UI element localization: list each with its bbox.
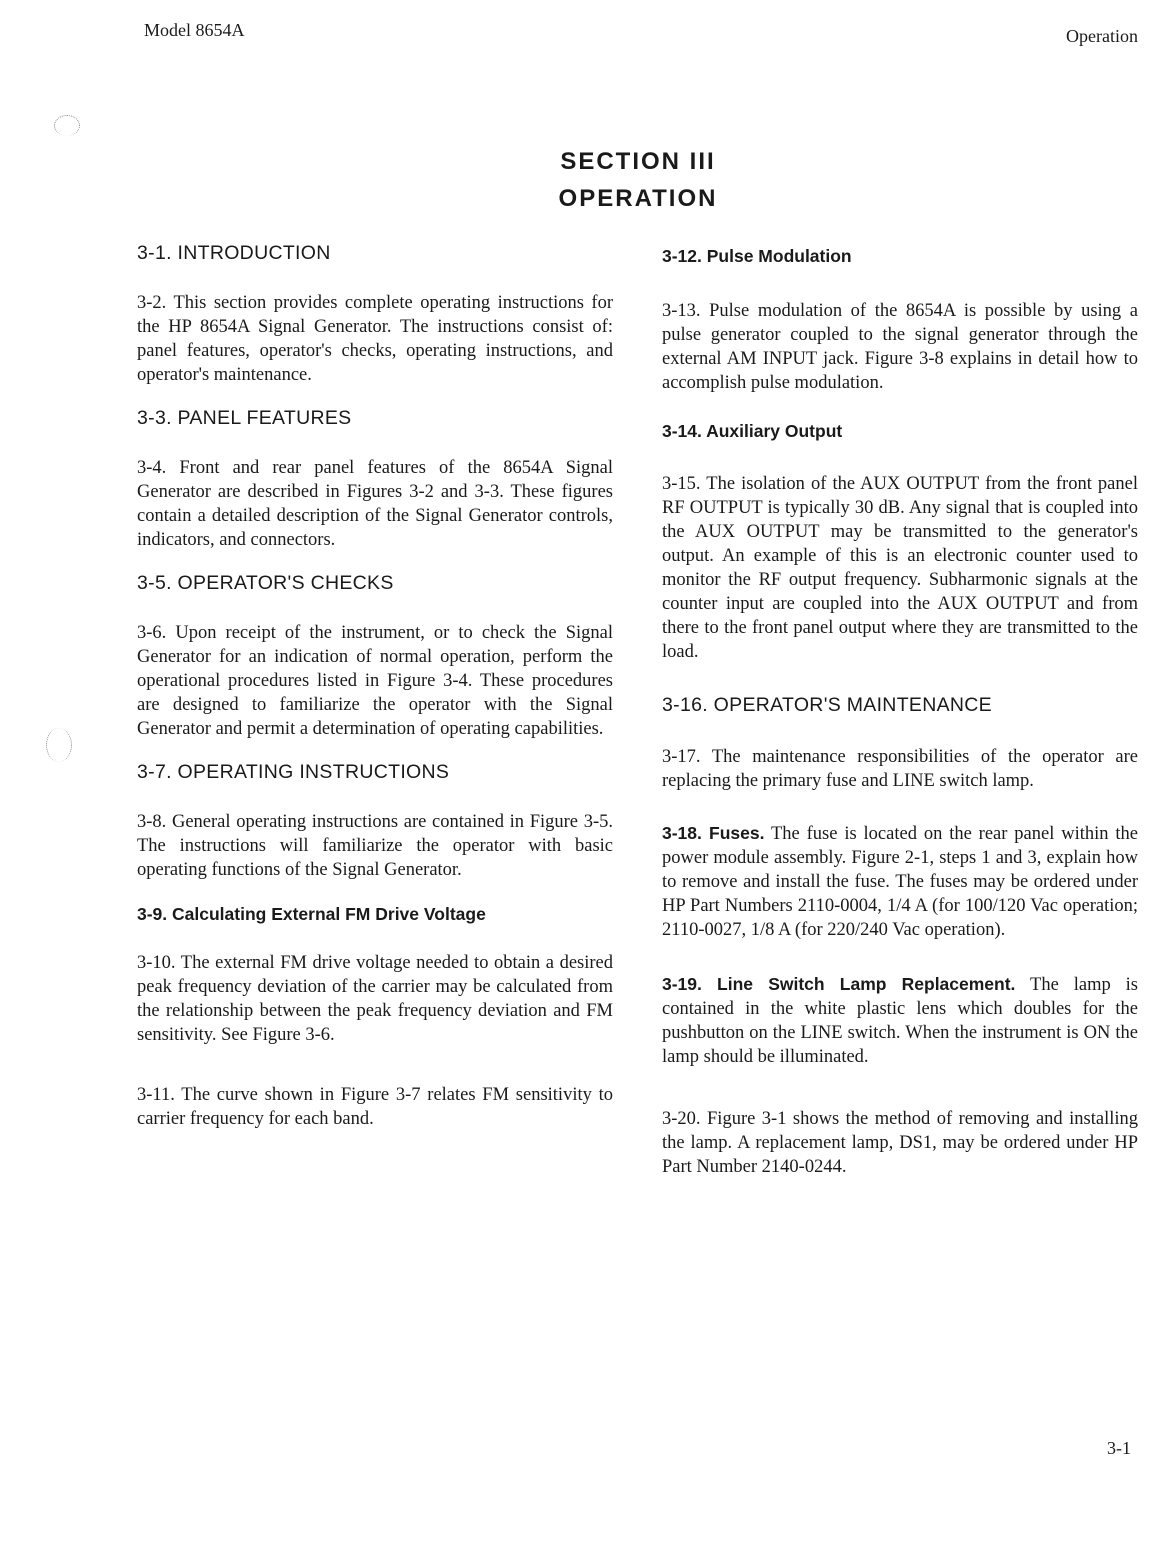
heading-operating-instructions: 3-7. OPERATING INSTRUCTIONS bbox=[137, 761, 450, 783]
right-column bbox=[662, 246, 1138, 1179]
paragraph-3-8: 3-8. General operating instructions are contained in Figure 3-5. The instructions will familiarize the operator with basic operating functions of the Signal Generator. bbox=[137, 812, 613, 880]
heading-introduction: 3-1. INTRODUCTION bbox=[137, 242, 331, 264]
left-column bbox=[137, 242, 613, 1131]
scan-artifact-hole-punch bbox=[46, 728, 72, 762]
section-name: OPERATION bbox=[558, 185, 718, 212]
fuses-text: The fuse is located on the rear panel within the power module assembly. Figure 2-1, steps 1 and 3, explain how to remove and install the fuse. The fuses may be ordered under HP Part Numbers 2110-0004, 1/4 A (for 100/120 Vac operation; 2110-0027, 1/8 A (for 220/240 Vac operation). bbox=[662, 824, 1138, 940]
paragraph-3-4: 3-4. Front and rear panel features of the 8654A Signal Generator are described in Figures 3-2 and 3-3. These figures contain a detailed description of the Signal Generator controls, indicators, and connectors. bbox=[137, 458, 613, 550]
paragraph-3-11: 3-11. The curve shown in Figure 3-7 relates FM sensitivity to carrier frequency for each band. bbox=[137, 1085, 613, 1129]
heading-external-fm-drive: 3-9. Calculating External FM Drive Voltage bbox=[137, 904, 486, 924]
paragraph-3-19 bbox=[662, 972, 1138, 1069]
scan-artifact-hole-punch bbox=[54, 115, 80, 136]
paragraph-3-13: 3-13. Pulse modulation of the 8654A is possible by using a pulse generator coupled to the signal generator through the external AM INPUT jack. Figure 3-8 explains in detail how to accomplish pulse modulation. bbox=[662, 301, 1138, 393]
paragraph-3-10: 3-10. The external FM drive voltage needed to obtain a desired peak frequency deviation of the carrier may be calculated from the relationship between the peak frequency deviation and FM sensitivity. See Figure 3-6. bbox=[137, 953, 613, 1045]
lamp-replacement-text: The lamp is contained in the white plastic lens which doubles for the pushbutton on the LINE switch. When the instrument is ON the lamp should be illuminated. bbox=[662, 975, 1138, 1067]
heading-auxiliary-output: 3-14. Auxiliary Output bbox=[662, 421, 843, 441]
heading-operators-checks: 3-5. OPERATOR'S CHECKS bbox=[137, 572, 394, 594]
fuses-lead: 3-18. Fuses. bbox=[662, 823, 765, 843]
page-number: 3-1 bbox=[1107, 1438, 1131, 1458]
paragraph-3-6: 3-6. Upon receipt of the instrument, or to check the Signal Generator for an indication of normal operation, perform the operational procedures listed in Figure 3-4. These procedures are designed to familiarize the operator with the Signal Generator and permit a determination of operating capabilities. bbox=[137, 623, 613, 739]
paragraph-3-18 bbox=[662, 821, 1138, 942]
paragraph-3-15: 3-15. The isolation of the AUX OUTPUT from the front panel RF OUTPUT is typically 30 dB. Any signal that is coupled into the AUX OUTPUT may be transmitted to the generator's output. An example of this is an electronic counter used to monitor the RF output frequency. Subharmonic signals at the counter input are coupled into the AUX OUTPUT and from there to the front panel output where they are transmitted to the load. bbox=[662, 474, 1138, 662]
heading-pulse-modulation: 3-12. Pulse Modulation bbox=[662, 246, 852, 266]
lamp-replacement-lead: 3-19. Line Switch Lamp Replacement. bbox=[662, 974, 1016, 994]
header-chapter: Operation bbox=[1066, 26, 1138, 46]
heading-operators-maintenance: 3-16. OPERATOR'S MAINTENANCE bbox=[662, 694, 992, 716]
heading-panel-features: 3-3. PANEL FEATURES bbox=[137, 407, 352, 429]
header-model: Model 8654A bbox=[144, 20, 245, 40]
section-title bbox=[0, 143, 1176, 217]
section-number: SECTION III bbox=[560, 148, 716, 175]
paragraph-3-17: 3-17. The maintenance responsibilities of the operator are replacing the primary fuse and LINE switch lamp. bbox=[662, 747, 1138, 791]
paragraph-3-2: 3-2. This section provides complete operating instructions for the HP 8654A Signal Generator. The instructions consist of: panel features, operator's checks, operating instructions, and operator's maintenance. bbox=[137, 293, 613, 385]
paragraph-3-20: 3-20. Figure 3-1 shows the method of removing and installing the lamp. A replacement lamp, DS1, may be ordered under HP Part Number 2140-0244. bbox=[662, 1109, 1138, 1177]
